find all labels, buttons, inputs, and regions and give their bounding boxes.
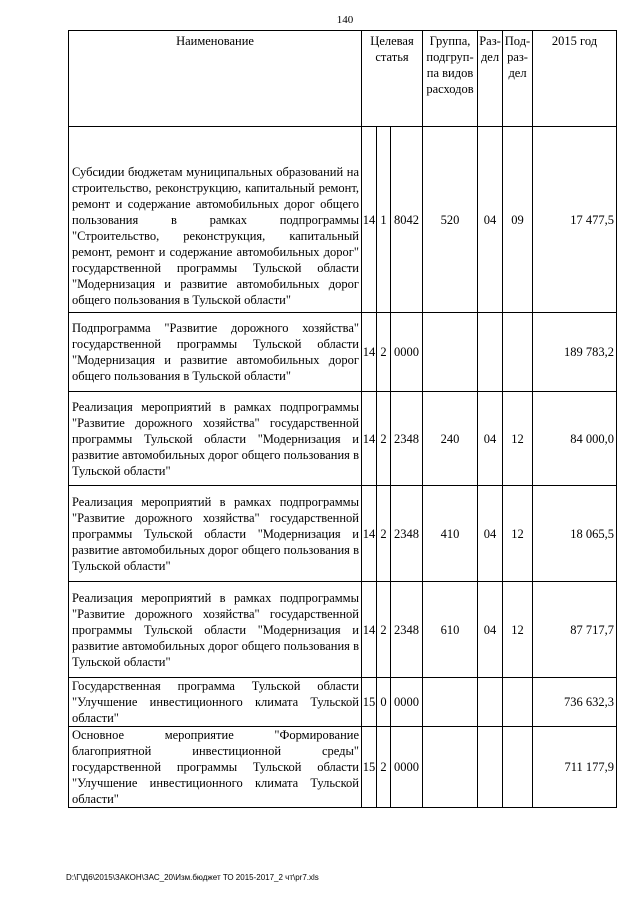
header-name: Наименование — [69, 31, 362, 127]
table-row — [69, 727, 617, 808]
expense-group: 520 — [423, 127, 478, 313]
amount-2015: 18 065,5 — [533, 486, 617, 582]
expense-group — [423, 313, 478, 392]
target-code-3: 2348 — [391, 486, 423, 582]
table-row — [69, 582, 617, 678]
expense-group — [423, 678, 478, 727]
table-header-row — [69, 31, 617, 127]
target-code-2: 2 — [377, 486, 391, 582]
section-code — [478, 313, 503, 392]
target-code-2: 1 — [377, 127, 391, 313]
expense-group: 240 — [423, 392, 478, 486]
target-code-3: 0000 — [391, 313, 423, 392]
amount-2015: 84 000,0 — [533, 392, 617, 486]
subsection-code: 09 — [503, 127, 533, 313]
target-code-2: 2 — [377, 727, 391, 808]
subsection-code: 12 — [503, 582, 533, 678]
target-code-1: 14 — [362, 582, 377, 678]
amount-2015: 711 177,9 — [533, 727, 617, 808]
row-name: Реализация мероприятий в рамках подпрограммы "Развитие дорожного хозяйства" государственной программы Тульской области "Модернизация и развитие автомобильных дорог общего пользования в Тульской области" — [69, 582, 362, 678]
subsection-code — [503, 727, 533, 808]
amount-2015: 189 783,2 — [533, 313, 617, 392]
row-name: Государственная программа Тульской области "Улучшение инвестиционного климата Тульской области" — [69, 678, 362, 727]
target-code-1: 15 — [362, 678, 377, 727]
row-name: Основное мероприятие "Формирование благоприятной инвестиционной среды" государственной программы Тульской области "Улучшение инвестиционного климата Тульской области" — [69, 727, 362, 808]
section-code — [478, 727, 503, 808]
section-code: 04 — [478, 127, 503, 313]
table-row — [69, 392, 617, 486]
target-code-3: 0000 — [391, 727, 423, 808]
target-code-2: 2 — [377, 392, 391, 486]
amount-2015: 17 477,5 — [533, 127, 617, 313]
file-path-footer: D:\Г\Д6\2015\ЗАКОН\ЗАС_20\Изм.бюджет ТО 2015-2017_2 чт\pr7.xls — [66, 873, 319, 882]
header-subsection: Под-раз-дел — [503, 31, 533, 127]
subsection-code — [503, 313, 533, 392]
target-code-2: 0 — [377, 678, 391, 727]
expense-group: 410 — [423, 486, 478, 582]
header-target-article: Целевая статья — [362, 31, 423, 127]
expense-group: 610 — [423, 582, 478, 678]
row-name: Реализация мероприятий в рамках подпрограммы "Развитие дорожного хозяйства" государственной программы Тульской области "Модернизация и развитие автомобильных дорог общего пользования в Тульской области" — [69, 486, 362, 582]
row-name: Субсидии бюджетам муниципальных образований на строительство, реконструкцию, капитальный ремонт, ремонт и содержание автомобильных дорог общего пользования в рамках подпрограммы "Строительство, реконструкция, капитальный ремонт, ремонт и содержание автомобильных дорог" государственной программы Тульской области "Модернизация и развитие автомобильных дорог общего пользования в Тульской области" — [69, 127, 362, 313]
header-expense-group: Группа, подгруп-па видов расходов — [423, 31, 478, 127]
target-code-1: 14 — [362, 313, 377, 392]
target-code-1: 14 — [362, 486, 377, 582]
header-year: 2015 год — [533, 31, 617, 127]
target-code-3: 8042 — [391, 127, 423, 313]
section-code: 04 — [478, 582, 503, 678]
table-row — [69, 313, 617, 392]
amount-2015: 736 632,3 — [533, 678, 617, 727]
header-section: Раз-дел — [478, 31, 503, 127]
budget-table — [68, 30, 617, 808]
target-code-3: 2348 — [391, 582, 423, 678]
target-code-1: 15 — [362, 727, 377, 808]
table-row — [69, 486, 617, 582]
target-code-3: 2348 — [391, 392, 423, 486]
target-code-1: 14 — [362, 392, 377, 486]
target-code-2: 2 — [377, 313, 391, 392]
target-code-1: 14 — [362, 127, 377, 313]
target-code-3: 0000 — [391, 678, 423, 727]
page-number: 140 — [336, 14, 354, 26]
table-row — [69, 678, 617, 727]
subsection-code: 12 — [503, 392, 533, 486]
table-row — [69, 127, 617, 313]
row-name: Подпрограмма "Развитие дорожного хозяйства" государственной программы Тульской области "Модернизация и развитие автомобильных дорог общего пользования в Тульской области" — [69, 313, 362, 392]
subsection-code: 12 — [503, 486, 533, 582]
section-code: 04 — [478, 392, 503, 486]
subsection-code — [503, 678, 533, 727]
expense-group — [423, 727, 478, 808]
section-code: 04 — [478, 486, 503, 582]
row-name: Реализация мероприятий в рамках подпрограммы "Развитие дорожного хозяйства" государственной программы Тульской области "Модернизация и развитие автомобильных дорог общего пользования в Тульской области" — [69, 392, 362, 486]
target-code-2: 2 — [377, 582, 391, 678]
section-code — [478, 678, 503, 727]
amount-2015: 87 717,7 — [533, 582, 617, 678]
